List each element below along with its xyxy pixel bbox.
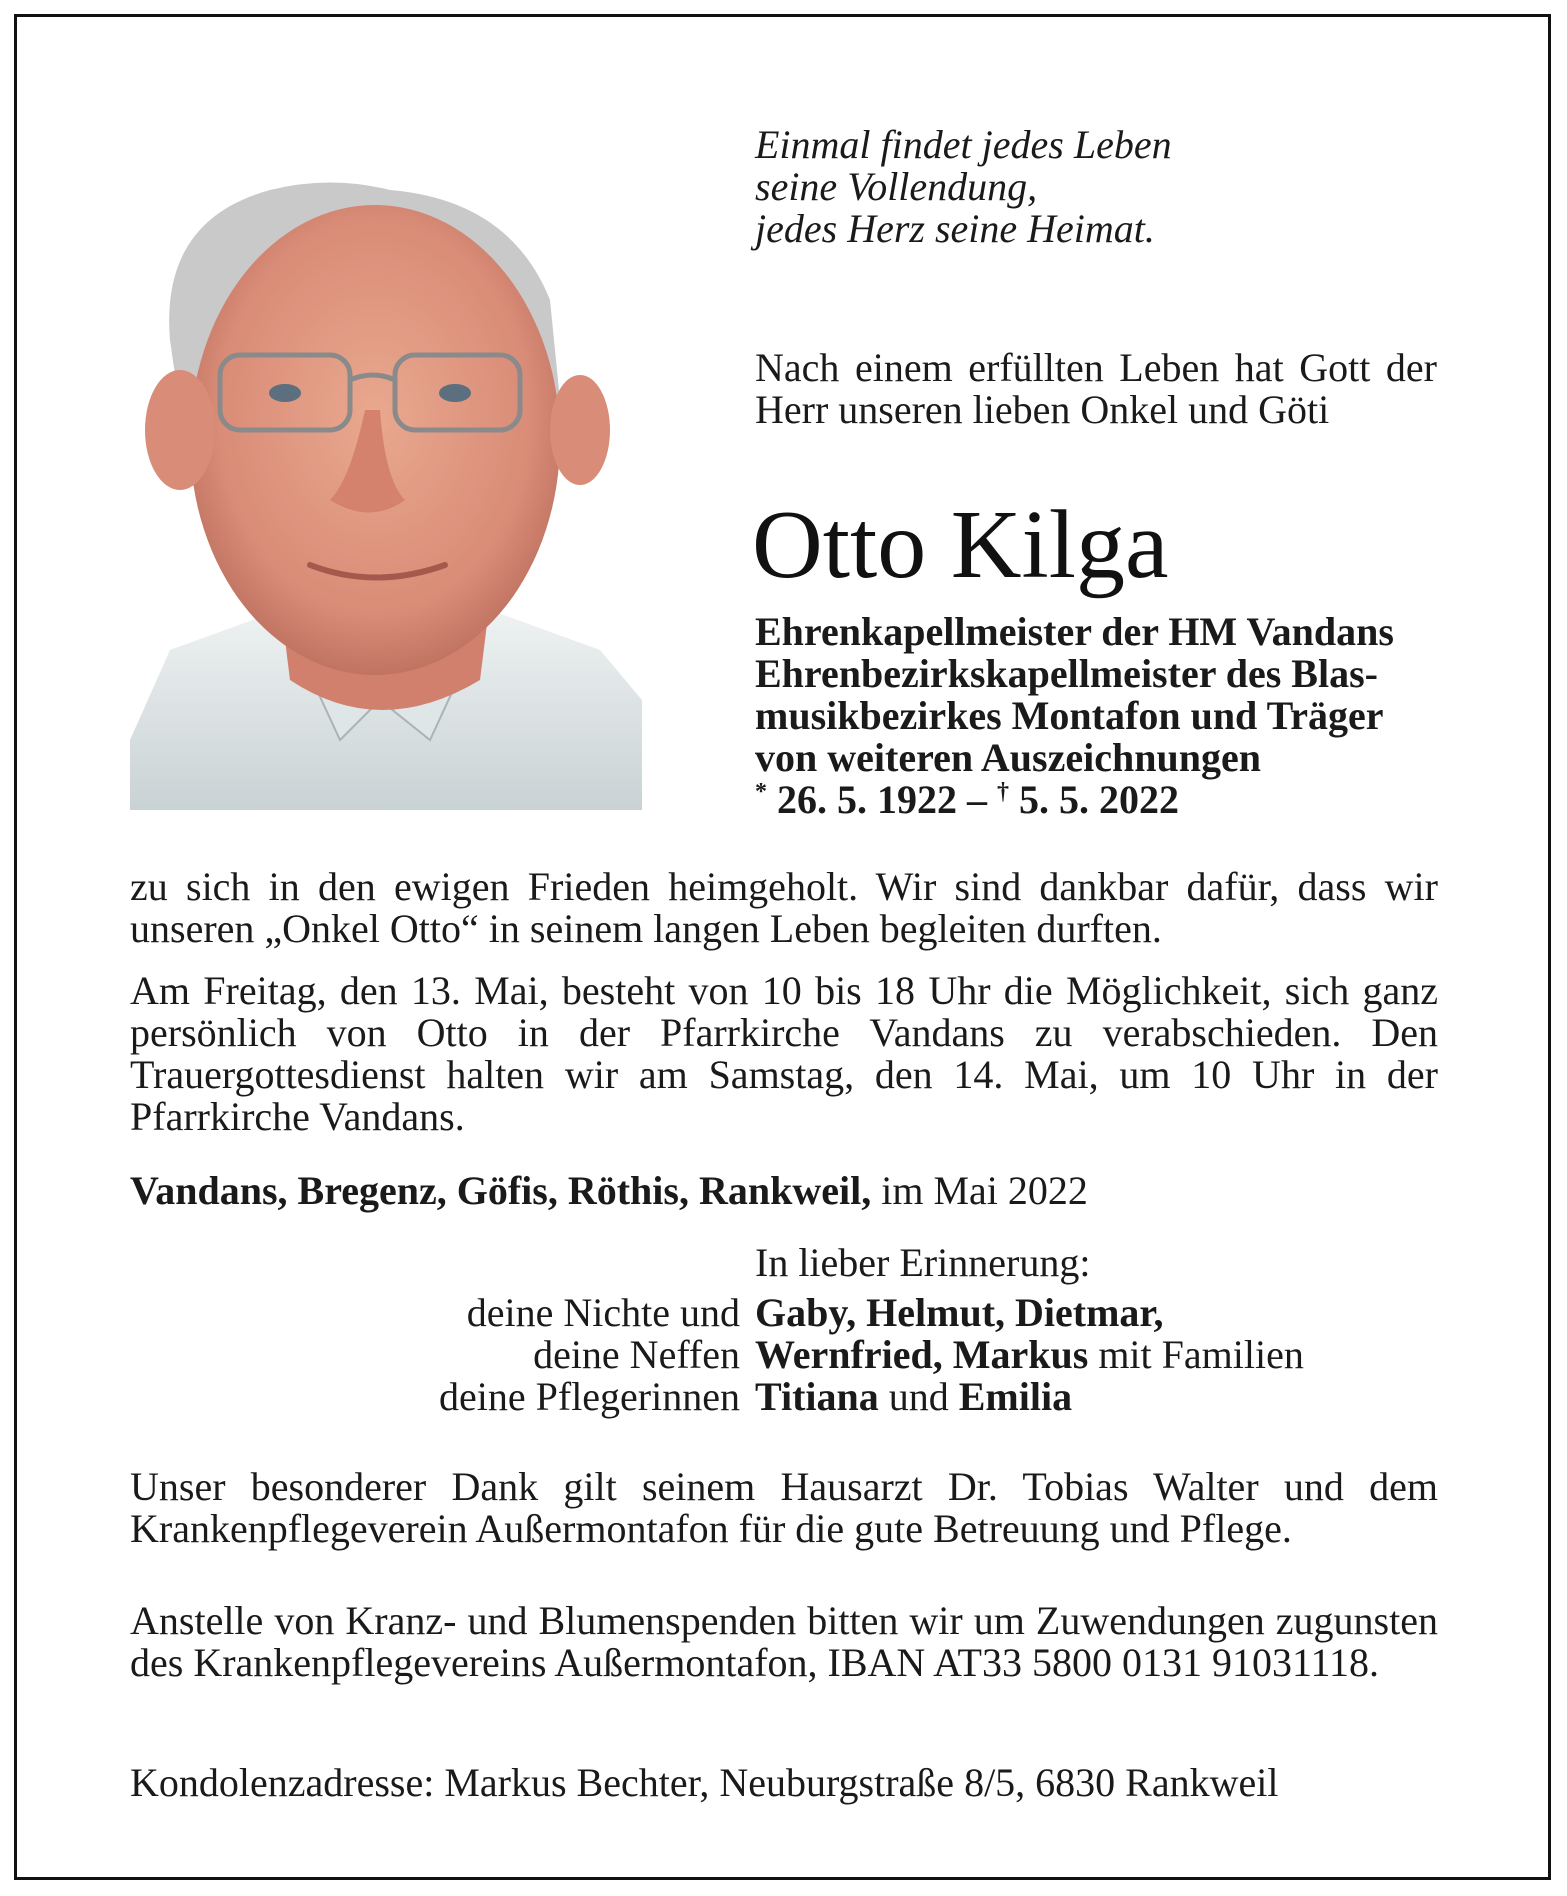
epigraph-quote (755, 124, 1315, 250)
title-line: Ehrenkapellmeister der HM Vandans (755, 609, 1394, 654)
birth-date: 26. 5. 1922 (777, 777, 957, 822)
portrait-photo (130, 180, 642, 810)
place-date-line (130, 1170, 1438, 1212)
memory-heading: In lieber Erinnerung: (755, 1240, 1091, 1285)
birth-symbol: * (755, 779, 767, 805)
signature-label: deine Neffen (533, 1332, 740, 1377)
condolence-address: Kondolenzadresse: Markus Bechter, Neuburgstraße 8/5, 6830 Rankweil (130, 1760, 1279, 1805)
quote-line: Einmal findet jedes Leben (755, 122, 1172, 167)
signature-names (755, 1334, 1304, 1376)
signature-names-bold: Gaby, Helmut, Dietmar, (755, 1290, 1164, 1335)
places-towns: Vandans, Bregenz, Göfis, Röthis, Rankweil, (130, 1168, 872, 1213)
portrait-illustration (130, 180, 642, 810)
signature-names-bold: Wernfried, Markus (755, 1332, 1089, 1377)
paragraph-homecoming: zu sich in den ewigen Frieden heimgeholt. Wir sind dankbar dafür, dass wir unseren „Onkel Otto“ in seinem langen Leben begleiten durften. (130, 864, 1438, 951)
death-symbol: † (997, 779, 1009, 805)
paragraph-thanks: Unser besonderer Dank gilt seinem Hausarzt Dr. Tobias Walter und dem Krankenpflegeverein Außermontafon für die gute Betreuung und Pflege. (130, 1464, 1438, 1551)
signature-names-plain: mit Familien (1088, 1332, 1304, 1377)
date-separator: – (957, 777, 997, 822)
life-dates (755, 779, 1475, 821)
signature-names (755, 1376, 1072, 1418)
death-date: 5. 5. 2022 (1019, 777, 1179, 822)
signature-names-bold: Emilia (958, 1374, 1073, 1419)
quote-line: jedes Herz seine Heimat. (755, 206, 1155, 251)
title-line: musikbezirkes Montafon und Träger (755, 693, 1384, 738)
title-line: von weiteren Auszeichnungen (755, 735, 1261, 780)
honorary-titles (755, 611, 1475, 821)
quote-line: seine Vollendung, (755, 164, 1038, 209)
paragraph-farewell: Am Freitag, den 13. Mai, besteht von 10 bis 18 Uhr die Möglichkeit, sich ganz persönlich von Otto in der Pfarrkirche Vandans zu verabschieden. Den Trauergottesdienst halten wir am Samstag, den 14. Mai, um 10 Uhr in der Pfarrkirche Vandans. (130, 968, 1438, 1139)
signature-label: deine Nichte und (466, 1290, 740, 1335)
title-line: Ehrenbezirkskapellmeister des Blas- (755, 651, 1378, 696)
paragraph-donation: Anstelle von Kranz- und Blumenspenden bitten wir um Zuwendungen zugunsten des Krankenpflegevereins Außermontafon, IBAN AT33 5800 0131 91031118. (130, 1598, 1438, 1685)
intro-text: Nach einem erfüllten Leben hat Gott der Herr unseren lieben Onkel und Göti (755, 345, 1437, 432)
deceased-name: Otto Kilga (752, 491, 1169, 599)
signature-names-bold: Titiana (755, 1374, 879, 1419)
places-date: im Mai 2022 (871, 1168, 1088, 1213)
signature-names (755, 1292, 1164, 1334)
signature-label: deine Pflegerinnen (439, 1374, 740, 1419)
signature-names-plain: und (878, 1374, 959, 1419)
